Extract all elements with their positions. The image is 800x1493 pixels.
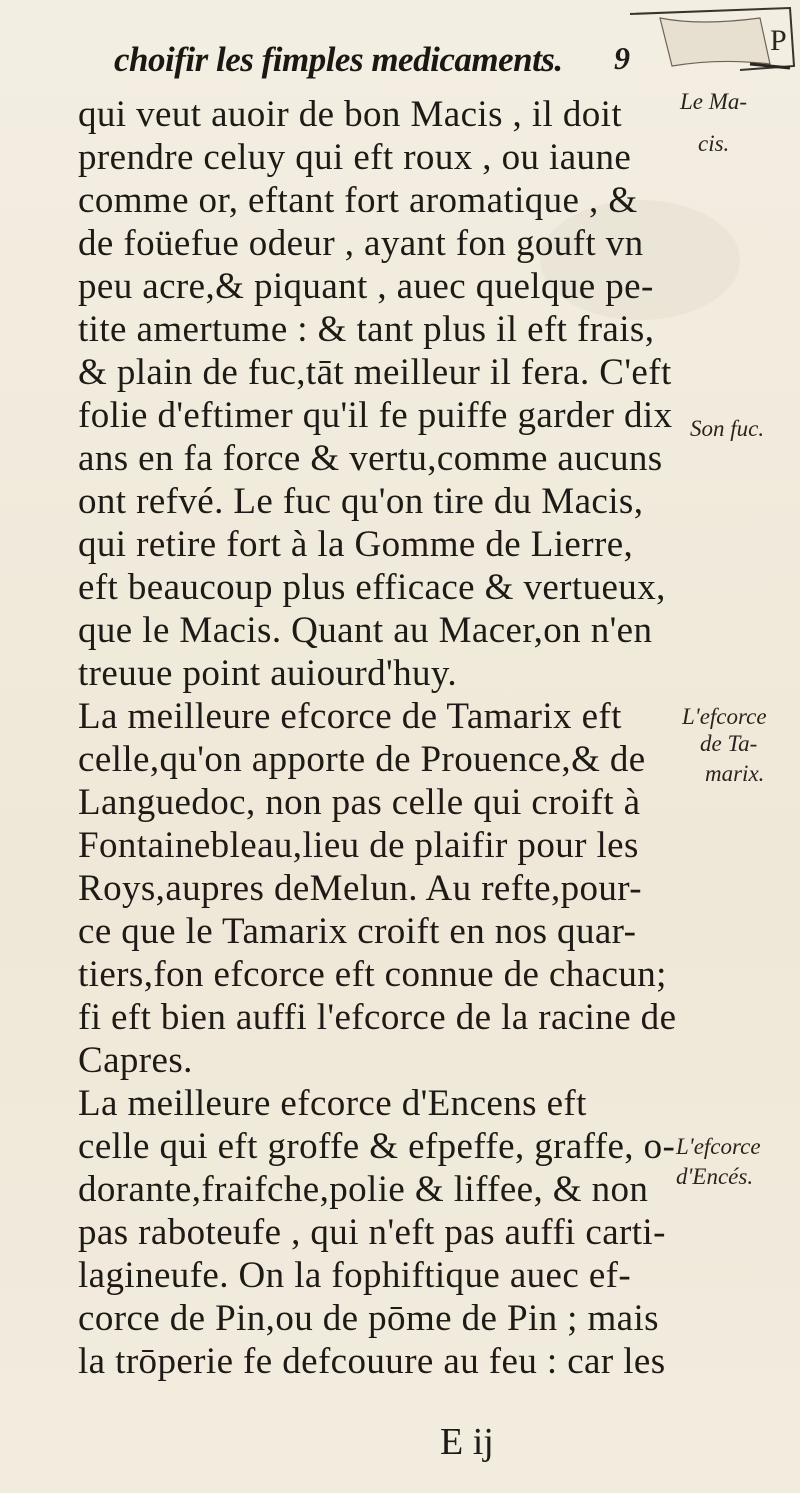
text-line: ont refvé. Le fuc qu'on tire du Macis, bbox=[78, 481, 644, 522]
page-header bbox=[114, 40, 674, 86]
margin-note-macis: Le Ma- bbox=[680, 89, 748, 114]
margin-note-tamarix: de Ta- bbox=[700, 731, 758, 756]
text-line: qui retire fort à la Gomme de Lierre, bbox=[78, 524, 634, 565]
text-line: lagineufe. On la fophiftique auec ef- bbox=[78, 1255, 632, 1296]
text-line: qui veut auoir de bon Macis , il doit bbox=[78, 94, 623, 135]
text-line: Fontainebleau,lieu de plaifir pour les bbox=[78, 825, 639, 866]
text-line: Languedoc, non pas celle qui croift à bbox=[78, 782, 641, 823]
text-line: folie d'eftimer qu'il fe puiffe garder dix bbox=[78, 395, 673, 436]
library-stamp-icon bbox=[620, 6, 796, 76]
text-line: tiers,fon efcorce eft connue de chacun; bbox=[78, 954, 667, 995]
running-title: choifir les fimples medicaments. bbox=[114, 40, 563, 79]
text-line: eft beaucoup plus efficace & vertueux, bbox=[78, 567, 666, 608]
text-line: celle,qu'on apporte de Prouence,& de bbox=[78, 739, 646, 780]
text-line: Roys,aupres deMelun. Au refte,pour- bbox=[78, 868, 643, 909]
text-line: peu acre,& piquant , auec quelque pe- bbox=[78, 266, 654, 307]
text-line: comme or, eftant fort aromatique , & bbox=[78, 180, 638, 221]
text-line: la trōperie fe defcouure au feu : car les bbox=[78, 1341, 666, 1382]
text-line: de foüefue odeur , ayant fon gouft vn bbox=[78, 223, 644, 264]
text-line: prendre celuy qui eft roux , ou iaune bbox=[78, 137, 632, 178]
margin-note-escorce-encens: L'efcorce bbox=[676, 1134, 761, 1159]
text-line: tite amertume : & tant plus il eft frais, bbox=[78, 309, 655, 350]
svg-text:P: P bbox=[770, 24, 787, 57]
margin-note-escorce: L'efcorce bbox=[682, 704, 767, 729]
page-number: 9 bbox=[614, 40, 630, 76]
text-line: & plain de fuc,tāt meilleur il fera. C'eft bbox=[78, 352, 672, 393]
margin-note-tamarix-cont: marix. bbox=[705, 761, 765, 786]
text-line: celle qui eft groffe & efpeffe, graffe, o- bbox=[78, 1126, 676, 1167]
signature-mark: E ij bbox=[440, 1421, 494, 1463]
text-line: pas raboteufe , qui n'eft pas auffi carti- bbox=[78, 1212, 666, 1253]
margin-note-encens: d'Encés. bbox=[676, 1164, 754, 1189]
margin-note-macis-cont: cis. bbox=[698, 131, 730, 156]
text-line: corce de Pin,ou de pōme de Pin ; mais bbox=[78, 1298, 659, 1339]
text-line: que le Macis. Quant au Macer,on n'en bbox=[78, 610, 653, 651]
text-line: La meilleure efcorce d'Encens eft bbox=[78, 1083, 587, 1124]
text-line: ans en fa force & vertu,comme aucuns bbox=[78, 438, 663, 479]
text-line: La meilleure efcorce de Tamarix eft bbox=[78, 696, 622, 737]
text-line: ce que le Tamarix croift en nos quar- bbox=[78, 911, 637, 952]
text-line: dorante,fraifche,polie & liffee, & non bbox=[78, 1169, 649, 1210]
text-line: fi eft bien auffi l'efcorce de la racine de bbox=[78, 997, 677, 1038]
text-line: treuue point auiourd'huy. bbox=[78, 653, 458, 694]
text-line: Capres. bbox=[78, 1040, 193, 1081]
margin-note-son-suc: Son fuc. bbox=[690, 416, 765, 441]
